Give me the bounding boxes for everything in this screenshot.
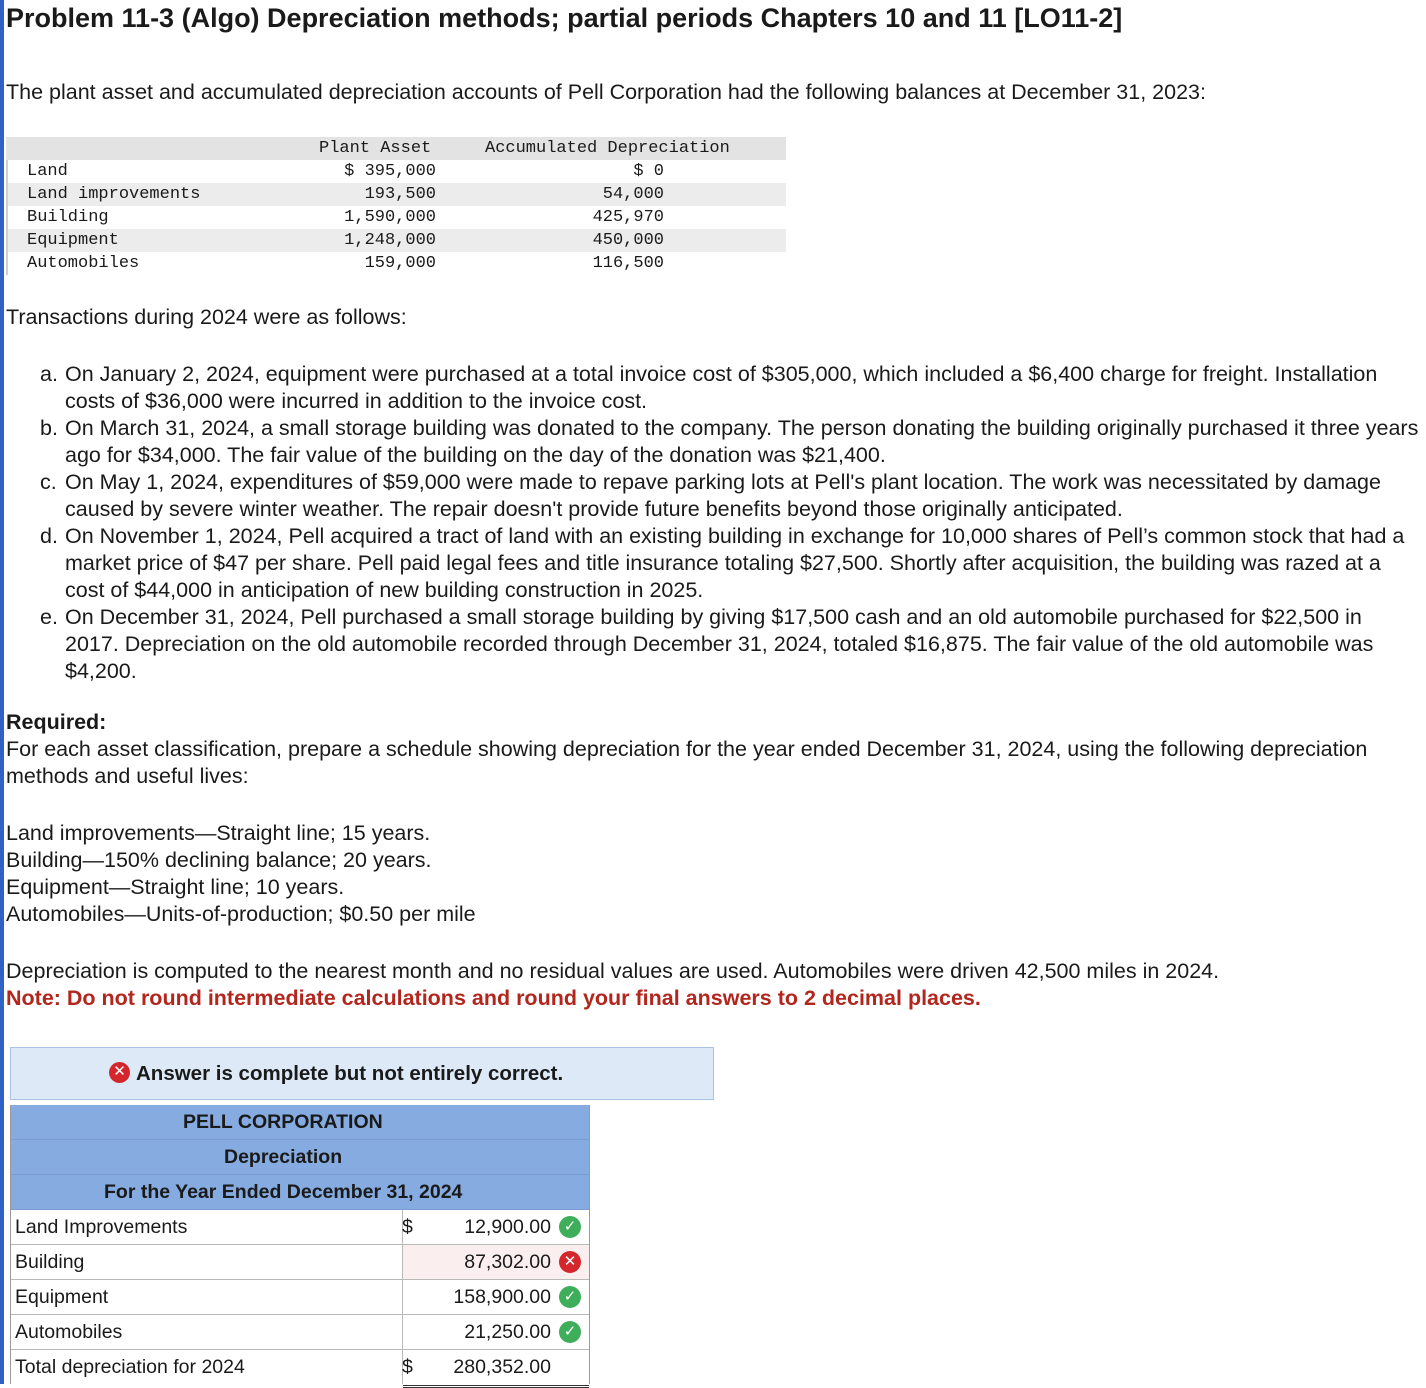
schedule-total-row (11, 1350, 589, 1384)
balance-label: Building (27, 208, 109, 227)
transaction-letter: e. (40, 605, 58, 629)
transaction-text: On December 31, 2024, Pell purchased a small storage building by giving $17,500 cash and an old automobile purchased for $22,500 in 2017. Depreciation on the old automobile recorded through December 31, 2024, totaled $16,875. The fair value of the old automobile was $4,200. (65, 605, 1374, 683)
transaction-letter: a. (40, 362, 58, 386)
required-text: For each asset classification, prepare a schedule showing depreciation for the year ended December 31, 2024, using the following depreciation methods and useful lives: (6, 737, 1368, 788)
schedule-row-value: 12,900.00 (464, 1216, 551, 1238)
transaction-item (40, 604, 1420, 685)
balance-label: Automobiles (27, 254, 140, 273)
check-icon: ✓ (559, 1321, 581, 1343)
balance-row (6, 160, 786, 183)
depreciation-schedule (10, 1105, 590, 1384)
schedule-row-land-improvements (11, 1210, 589, 1245)
transaction-text: On November 1, 2024, Pell acquired a tract of land with an existing building in exchange for 10,000 shares of Pell’s common stock that had a market price of $47 per share. Pell paid legal fees and title insurance totaling $27,500. Shortly after acquisition, the building was razed at a cost of $44,000 in anticipation of new building construction in 2025. (65, 524, 1405, 602)
method-building: Building—150% declining balance; 20 years. (6, 848, 432, 872)
incorrect-icon: ✕ (109, 1062, 130, 1083)
transaction-item (40, 415, 1420, 469)
answer-status-banner (10, 1047, 714, 1100)
schedule-row-label: Equipment (15, 1286, 109, 1308)
schedule-row-value: 158,900.00 (453, 1286, 551, 1308)
schedule-subtitle: Depreciation (224, 1146, 343, 1168)
transaction-text: On March 31, 2024, a small storage building was donated to the company. The person donating the building originally purchased it three years ago for $34,000. The fair value of the building on the day of the donation was $21,400. (65, 416, 1419, 467)
method-automobiles: Automobiles—Units-of-production; $0.50 per mile (6, 902, 476, 926)
transaction-item (40, 469, 1420, 523)
schedule-row-building (11, 1245, 589, 1280)
balance-label: Equipment (27, 231, 119, 250)
schedule-row-label: Building (15, 1251, 85, 1273)
balance-row (6, 252, 786, 275)
balance-row (6, 183, 786, 206)
schedule-row-equipment (11, 1280, 589, 1315)
method-equipment: Equipment—Straight line; 10 years. (6, 875, 345, 899)
note-red: Note: Do not round intermediate calculations and round your final answers to 2 decimal places. (6, 986, 981, 1010)
page-title: Problem 11-3 (Algo) Depreciation methods; partial periods Chapters 10 and 11 [LO11-2] (6, 3, 1123, 33)
balance-label: Land (27, 162, 68, 181)
header-accumulated-depreciation: Accumulated Depreciation (485, 139, 730, 158)
schedule-row-value: 87,302.00 (464, 1251, 551, 1273)
balances-table (6, 137, 786, 275)
transactions-list (40, 361, 1420, 685)
transaction-letter: b. (40, 416, 58, 440)
schedule-row-label: Automobiles (15, 1321, 123, 1343)
required-label: Required: (6, 710, 107, 734)
balance-plant: 159,000 (364, 254, 436, 273)
balances-header-row (6, 137, 786, 160)
schedule-company-row (11, 1105, 589, 1140)
banner-message: Answer is complete but not entirely correct. (136, 1062, 564, 1085)
check-icon: ✓ (559, 1286, 581, 1308)
balance-accum: 54,000 (602, 185, 664, 204)
check-icon: ✓ (559, 1216, 581, 1238)
balance-accum: $ 0 (633, 162, 664, 181)
transaction-text: On January 2, 2024, equipment were purchased at a total invoice cost of $305,000, which included a $6,400 charge for freight. Installation costs of $36,000 were incurred in addition to the invoice cost. (65, 362, 1378, 413)
schedule-period-row (11, 1175, 589, 1210)
schedule-row-automobiles (11, 1315, 589, 1350)
schedule-subtitle-row (11, 1140, 589, 1175)
balance-row (6, 229, 786, 252)
balance-label: Land improvements (27, 185, 201, 204)
balance-plant: $ 395,000 (344, 162, 436, 181)
schedule-company: PELL CORPORATION (183, 1111, 383, 1133)
balance-plant: 1,248,000 (344, 231, 436, 250)
dollar-sign: $ (402, 1216, 413, 1238)
left-accent-bar (0, 0, 4, 1384)
method-land-improvements: Land improvements—Straight line; 15 years. (6, 821, 431, 845)
transaction-letter: d. (40, 524, 58, 548)
total-value: 280,352.00 (453, 1356, 551, 1378)
balance-accum: 450,000 (592, 231, 664, 250)
balance-row (6, 206, 786, 229)
incorrect-icon: ✕ (559, 1251, 581, 1273)
total-label: Total depreciation for 2024 (15, 1356, 245, 1378)
transaction-text: On May 1, 2024, expenditures of $59,000 were made to repave parking lots at Pell's plant location. The work was necessitated by damage caused by severe winter weather. The repair doesn't provide future benefits beyond those originally anticipated. (65, 470, 1381, 521)
note-text: Depreciation is computed to the nearest month and no residual values are used. Automobiles were driven 42,500 miles in 2024. (6, 959, 1220, 983)
transaction-item (40, 361, 1420, 415)
transactions-intro: Transactions during 2024 were as follows: (6, 305, 407, 329)
balance-plant: 1,590,000 (344, 208, 436, 227)
intro-text: The plant asset and accumulated depreciation accounts of Pell Corporation had the following balances at December 31, 2023: (6, 80, 1206, 104)
balance-accum: 425,970 (592, 208, 664, 227)
header-plant-asset: Plant Asset (319, 139, 432, 158)
balance-accum: 116,500 (592, 254, 664, 273)
schedule-row-label: Land Improvements (15, 1216, 188, 1238)
transaction-letter: c. (40, 470, 57, 494)
schedule-row-value: 21,250.00 (464, 1321, 551, 1343)
schedule-period: For the Year Ended December 31, 2024 (104, 1181, 463, 1203)
dollar-sign: $ (402, 1356, 413, 1378)
balance-plant: 193,500 (364, 185, 436, 204)
transaction-item (40, 523, 1420, 604)
